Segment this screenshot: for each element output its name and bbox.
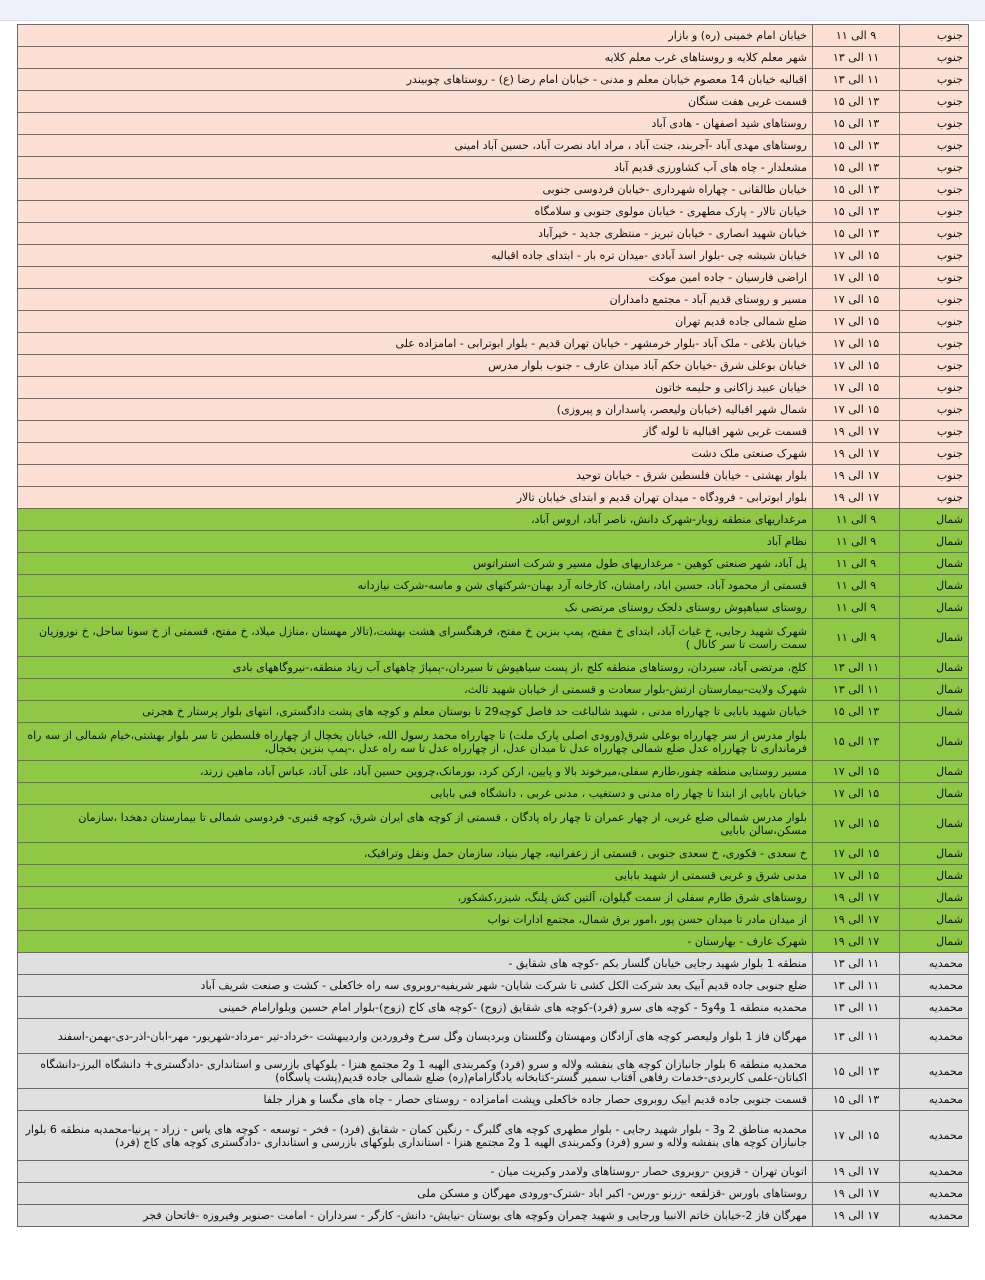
region-cell: شمال bbox=[900, 657, 969, 679]
region-cell: جنوب bbox=[900, 399, 969, 421]
table-row bbox=[18, 487, 969, 509]
time-cell: ۱۷ الی ۱۹ bbox=[813, 443, 900, 465]
region-cell: جنوب bbox=[900, 245, 969, 267]
region-cell: شمال bbox=[900, 509, 969, 531]
region-cell: محمدیه bbox=[900, 1183, 969, 1205]
region-cell: جنوب bbox=[900, 179, 969, 201]
table-row bbox=[18, 531, 969, 553]
region-cell: شمال bbox=[900, 843, 969, 865]
area-cell: بلوار بهشتی - خیابان فلسطین شرق - خیابان توحید bbox=[18, 465, 813, 487]
time-cell: ۱۳ الی ۱۵ bbox=[813, 1054, 900, 1089]
area-cell: مسیر و روستای قدیم آباد - مجتمع دامداران bbox=[18, 289, 813, 311]
table-row bbox=[18, 909, 969, 931]
region-cell: جنوب bbox=[900, 443, 969, 465]
time-cell: ۱۳ الی ۱۵ bbox=[813, 179, 900, 201]
area-cell: مرغداریهای منطقه زوبار-شهرک دانش، ناصر آباد، اروس آباد، bbox=[18, 509, 813, 531]
region-cell: جنوب bbox=[900, 47, 969, 69]
time-cell: ۱۵ الی ۱۷ bbox=[813, 783, 900, 805]
region-cell: جنوب bbox=[900, 69, 969, 91]
region-cell: شمال bbox=[900, 887, 969, 909]
table-row bbox=[18, 783, 969, 805]
area-cell: خیابان عبید زاکانی و حلیمه خاتون bbox=[18, 377, 813, 399]
table-row bbox=[18, 157, 969, 179]
area-cell: شهرک صنعتی ملک دشت bbox=[18, 443, 813, 465]
area-cell: شهر معلم کلایه و روستاهای غرب معلم کلایه bbox=[18, 47, 813, 69]
region-cell: جنوب bbox=[900, 487, 969, 509]
region-cell: محمدیه bbox=[900, 1089, 969, 1111]
area-cell: قسمتی از محمود آباد، حسین اباد، رامشان، کارخانه آرد بهنان-شرکتهای شن و ماسه-شرکت نیازدانه bbox=[18, 575, 813, 597]
time-cell: ۱۳ الی ۱۵ bbox=[813, 223, 900, 245]
table-row bbox=[18, 931, 969, 953]
table-row bbox=[18, 25, 969, 47]
region-cell: جنوب bbox=[900, 421, 969, 443]
table-row bbox=[18, 1089, 969, 1111]
time-cell: ۱۵ الی ۱۷ bbox=[813, 333, 900, 355]
table-row bbox=[18, 761, 969, 783]
area-cell: مسیر روستایی منطقه چفور،طارم سفلی،میرخوند بالا و پایین، ارکن کرد، بورمانک،چروین حسین آباد، علی آباد، عباس آباد، ماهین زرند، bbox=[18, 761, 813, 783]
region-cell: محمدیه bbox=[900, 953, 969, 975]
area-cell: شهرک عارف - بهارستان - bbox=[18, 931, 813, 953]
area-cell: محمدیه منطقه 1 و4و5 - کوچه های سرو (فرد)-کوچه های شقایق (زوج) -کوچه های کاج (زوج)-بلوار امام حسین وبلوارامام خمینی bbox=[18, 997, 813, 1019]
time-cell: ۱۱ الی ۱۳ bbox=[813, 657, 900, 679]
area-cell: خ سعدی - فکوری، خ سعدی جنوبی ، قسمتی از زعفرانیه، چهار بنیاد، سازمان حمل ونقل وترافیک، bbox=[18, 843, 813, 865]
area-cell: خیابان شهید انصاری - خیابان تبریز - منتظری جدید - خیرآباد bbox=[18, 223, 813, 245]
table-row bbox=[18, 399, 969, 421]
table-row bbox=[18, 553, 969, 575]
region-cell: شمال bbox=[900, 865, 969, 887]
table-row bbox=[18, 69, 969, 91]
region-cell: جنوب bbox=[900, 311, 969, 333]
area-cell: کلج، مرتضی آباد، سیردان، روستاهای منطقه کلج ،از پست سیاهپوش تا سیردان،-پمپاژ چاههای آب زیاد منطقه،-نیروگاههای بادی bbox=[18, 657, 813, 679]
time-cell: ۱۵ الی ۱۷ bbox=[813, 865, 900, 887]
time-cell: ۱۱ الی ۱۳ bbox=[813, 953, 900, 975]
table-row bbox=[18, 657, 969, 679]
table-row bbox=[18, 421, 969, 443]
area-cell: خیابان بابایی از ابتدا تا چهار راه مدنی و دستغیب ، مدنی غربی ، دانشگاه فنی بابایی bbox=[18, 783, 813, 805]
time-cell: ۹ الی ۱۱ bbox=[813, 575, 900, 597]
region-cell: شمال bbox=[900, 679, 969, 701]
time-cell: ۱۳ الی ۱۵ bbox=[813, 201, 900, 223]
table-row bbox=[18, 887, 969, 909]
time-cell: ۱۵ الی ۱۷ bbox=[813, 355, 900, 377]
table-row bbox=[18, 575, 969, 597]
area-cell: بلوار مدرس شمالی ضلع غربی، از چهار عمران تا چهار راه پادگان ، قسمتی از کوچه های ایران شرق، کوچه قنبری- فردوسی شمالی تا بیمارستان دهخدا ،سازمان مسکن،سالن بابایی bbox=[18, 805, 813, 843]
region-cell: جنوب bbox=[900, 25, 969, 47]
time-cell: ۱۳ الی ۱۵ bbox=[813, 723, 900, 761]
region-cell: جنوب bbox=[900, 201, 969, 223]
table-row bbox=[18, 311, 969, 333]
region-cell: جنوب bbox=[900, 377, 969, 399]
area-cell: منطقه 1 بلوار شهید رجایی خیابان گلسار بکم -کوچه های شقایق - bbox=[18, 953, 813, 975]
table-row bbox=[18, 201, 969, 223]
table-row bbox=[18, 113, 969, 135]
time-cell: ۱۷ الی ۱۹ bbox=[813, 1161, 900, 1183]
time-cell: ۱۵ الی ۱۷ bbox=[813, 761, 900, 783]
time-cell: ۱۱ الی ۱۳ bbox=[813, 1019, 900, 1054]
time-cell: ۱۵ الی ۱۷ bbox=[813, 377, 900, 399]
region-cell: شمال bbox=[900, 575, 969, 597]
area-cell: قسمت غربی هفت سنگان bbox=[18, 91, 813, 113]
time-cell: ۱۵ الی ۱۷ bbox=[813, 245, 900, 267]
region-cell: شمال bbox=[900, 597, 969, 619]
time-cell: ۹ الی ۱۱ bbox=[813, 597, 900, 619]
time-cell: ۱۷ الی ۱۹ bbox=[813, 931, 900, 953]
time-cell: ۱۱ الی ۱۳ bbox=[813, 997, 900, 1019]
time-cell: ۱۳ الی ۱۵ bbox=[813, 113, 900, 135]
table-row bbox=[18, 465, 969, 487]
table-row bbox=[18, 47, 969, 69]
region-cell: محمدیه bbox=[900, 997, 969, 1019]
region-cell: جنوب bbox=[900, 91, 969, 113]
table-row bbox=[18, 975, 969, 997]
region-cell: شمال bbox=[900, 531, 969, 553]
region-cell: شمال bbox=[900, 909, 969, 931]
time-cell: ۱۳ الی ۱۵ bbox=[813, 701, 900, 723]
area-cell: از میدان مادر تا میدان حسن پور ،امور برق شمال، مجتمع ادارات نواب bbox=[18, 909, 813, 931]
region-cell: جنوب bbox=[900, 157, 969, 179]
area-cell: روستاهای مهدی آباد -آجربند، جنت آباد ، مراد اباد نصرت آباد، حسین آباد امینی bbox=[18, 135, 813, 157]
region-cell: شمال bbox=[900, 701, 969, 723]
area-cell: شهرک شهید رجایی، خ غیاث آباد، ابتدای خ مفتح، پمپ بنزین خ مفتح، فرهنگسرای هشت بهشت،(تالار مهستان ،منازل میلاد، خ مفتح، قسمتی از خ سونا ساحل، خ نوروزیان سمت راست تا سر کانال ) bbox=[18, 619, 813, 657]
time-cell: ۹ الی ۱۱ bbox=[813, 25, 900, 47]
time-cell: ۱۱ الی ۱۳ bbox=[813, 47, 900, 69]
table-row bbox=[18, 1054, 969, 1089]
area-cell: اراضی فارسیان - جاده امین موکت bbox=[18, 267, 813, 289]
time-cell: ۱۵ الی ۱۷ bbox=[813, 399, 900, 421]
area-cell: پل آباد، شهر صنعتی کوهین - مرغداریهای طول مسیر و شرکت استراتوس bbox=[18, 553, 813, 575]
table-row bbox=[18, 1019, 969, 1054]
time-cell: ۱۷ الی ۱۹ bbox=[813, 487, 900, 509]
time-cell: ۱۱ الی ۱۳ bbox=[813, 69, 900, 91]
table-row bbox=[18, 1183, 969, 1205]
table-row bbox=[18, 723, 969, 761]
time-cell: ۱۵ الی ۱۷ bbox=[813, 311, 900, 333]
time-cell: ۹ الی ۱۱ bbox=[813, 553, 900, 575]
area-cell: ضلع شمالی جاده قدیم تهران bbox=[18, 311, 813, 333]
area-cell: بلوار ابوترابی - فرودگاه - میدان تهران قدیم و ابتدای خیابان تالار bbox=[18, 487, 813, 509]
area-cell: مهرگان فاز 1 بلوار ولیعصر کوچه های آزادگان ومهستان وگلستان وبردیسان وگل سرخ وفروردین واردیبهشت -خرداد-تیر -مرداد-شهریور- مهر-ابان-اذر-دی-بهمن-اسفند bbox=[18, 1019, 813, 1054]
region-cell: شمال bbox=[900, 783, 969, 805]
table-row bbox=[18, 355, 969, 377]
area-cell: محمدیه منطقه 6 بلوار جانبازان کوچه های بنفشه ولاله و سرو (فرد) وکمربندی الهیه 1 و2 مجتمع هنزا - بلوکهای بازرسی و استانداری -دادگستری+ دانشگاه البرز-دانشگاه اکباتان-علمی کاربردی-خدمات رفاهی آفتاب سمیر گستر-کتابخانه یادگارامام(ره) ضلع شمالی جاده قدیم(پشت پاسگاه) bbox=[18, 1054, 813, 1089]
table-row bbox=[18, 377, 969, 399]
region-cell: شمال bbox=[900, 553, 969, 575]
area-cell: خیابان تالار - پارک مطهری - خیابان مولوی جنوبی و سلامگاه bbox=[18, 201, 813, 223]
region-cell: جنوب bbox=[900, 289, 969, 311]
area-cell: اقبالیه خیابان 14 معصوم خیابان معلم و مدنی - خیابان امام رضا (ع) - روستاهای چوبیندر bbox=[18, 69, 813, 91]
area-cell: قسمت جنوبی جاده قدیم ابیک روبروی حصار جاده خاکعلی وپشت امامزاده - روستای حصار - چاه های مگسا و هزار جلفا bbox=[18, 1089, 813, 1111]
time-cell: ۱۷ الی ۱۹ bbox=[813, 1205, 900, 1227]
time-cell: ۱۱ الی ۱۳ bbox=[813, 679, 900, 701]
time-cell: ۱۵ الی ۱۷ bbox=[813, 1111, 900, 1161]
time-cell: ۱۱ الی ۱۳ bbox=[813, 975, 900, 997]
time-cell: ۱۵ الی ۱۷ bbox=[813, 843, 900, 865]
table-row bbox=[18, 1161, 969, 1183]
outage-schedule-table bbox=[17, 24, 969, 1227]
top-strip bbox=[0, 0, 985, 21]
time-cell: ۱۳ الی ۱۵ bbox=[813, 135, 900, 157]
region-cell: جنوب bbox=[900, 223, 969, 245]
time-cell: ۱۷ الی ۱۹ bbox=[813, 909, 900, 931]
time-cell: ۹ الی ۱۱ bbox=[813, 531, 900, 553]
table-row bbox=[18, 289, 969, 311]
region-cell: شمال bbox=[900, 761, 969, 783]
area-cell: خیابان امام خمینی (ره) و بازار bbox=[18, 25, 813, 47]
time-cell: ۱۷ الی ۱۹ bbox=[813, 421, 900, 443]
area-cell: مدنی شرق و غربی قسمتی از شهید بابایی bbox=[18, 865, 813, 887]
time-cell: ۹ الی ۱۱ bbox=[813, 619, 900, 657]
region-cell: محمدیه bbox=[900, 1111, 969, 1161]
region-cell: شمال bbox=[900, 931, 969, 953]
table-row bbox=[18, 223, 969, 245]
region-cell: محمدیه bbox=[900, 1019, 969, 1054]
area-cell: قسمت غربی شهر اقبالیه تا لوله گاز bbox=[18, 421, 813, 443]
outage-table-wrapper bbox=[17, 24, 969, 1227]
table-row bbox=[18, 443, 969, 465]
table-row bbox=[18, 245, 969, 267]
time-cell: ۱۵ الی ۱۷ bbox=[813, 289, 900, 311]
region-cell: جنوب bbox=[900, 333, 969, 355]
region-cell: محمدیه bbox=[900, 1054, 969, 1089]
area-cell: خیابان بوعلی شرق -خیابان حکم آباد میدان عارف - جنوب بلوار مدرس bbox=[18, 355, 813, 377]
table-row bbox=[18, 179, 969, 201]
area-cell: خیابان شیشه چی -بلوار اسد آبادی -میدان تره بار - ابتدای جاده اقبالیه bbox=[18, 245, 813, 267]
table-row bbox=[18, 843, 969, 865]
table-row bbox=[18, 805, 969, 843]
region-cell: جنوب bbox=[900, 113, 969, 135]
region-cell: جنوب bbox=[900, 267, 969, 289]
region-cell: جنوب bbox=[900, 355, 969, 377]
region-cell: جنوب bbox=[900, 465, 969, 487]
area-cell: مشعلدار - چاه های آب کشاورزی قدیم آباد bbox=[18, 157, 813, 179]
region-cell: محمدیه bbox=[900, 975, 969, 997]
table-row bbox=[18, 619, 969, 657]
area-cell: بلوار مدرس از سر چهارراه بوعلی شرق(ورودی اصلی پارک ملت) تا چهارراه محمد رسول الله، خیابان یخچال از چهارراه فلسطین تا سر بلوار بهشتی،خیام شمالی از سه راه فرمانداری تا چهارراه عدل ضلع شمالی چهارراه عدل تا میدان عدل، از چهارراه عدل تا سه راه عدل ،-پمپ بنزین یخچال، bbox=[18, 723, 813, 761]
area-cell: محمدیه مناطق 2 و3 - بلوار شهید رجایی - بلوار مطهری کوچه های گلبرگ - رنگین کمان - شقایق (فرد) - فخر - توسعه - کوچه های یاس - زراد - پرنیا-محمدیه منطقه 6 بلوار جانبازان کوچه های بنفشه ولاله و سرو (فرد) وکمربندی الهیه 1 و2 مجتمع هنزا - استانداری بلوکهای بازرسی و استانداری -دادگستری کوچه های کاج (فرد) bbox=[18, 1111, 813, 1161]
time-cell: ۱۵ الی ۱۷ bbox=[813, 805, 900, 843]
area-cell: اتوبان تهران - قزوین -روبروی حصار -روستاهای ولامدر وکبریت میان - bbox=[18, 1161, 813, 1183]
time-cell: ۱۳ الی ۱۵ bbox=[813, 91, 900, 113]
area-cell: خیابان شهید بابایی تا چهارراه مدنی ، شهید شالباغت حد فاصل کوچه29 تا بوستان معلم و کوچه های پشت دادگستری، انتهای بلوار پرستار خ هجرتی bbox=[18, 701, 813, 723]
area-cell: روستای سیاهپوش روستای دلجک روستای مرتضی نک bbox=[18, 597, 813, 619]
time-cell: ۱۷ الی ۱۹ bbox=[813, 1183, 900, 1205]
time-cell: ۹ الی ۱۱ bbox=[813, 509, 900, 531]
area-cell: روستاهای شید اصفهان - هادی آباد bbox=[18, 113, 813, 135]
table-row bbox=[18, 953, 969, 975]
area-cell: روستاهای باورس -قزلقعه -زرنو -ورس- اکبر اباد -شترک-ورودی مهرگان و مسکن ملی bbox=[18, 1183, 813, 1205]
table-row bbox=[18, 597, 969, 619]
area-cell: شهرک ولایت-بیمارستان ارتش-بلوار سعادت و قسمتی از خیابان شهید ثالث، bbox=[18, 679, 813, 701]
region-cell: شمال bbox=[900, 805, 969, 843]
table-row bbox=[18, 267, 969, 289]
area-cell: روستاهای شرق طارم سفلی از سمت گیلوان، آلتین کش پلنگ، شیزر،کشکور، bbox=[18, 887, 813, 909]
table-row bbox=[18, 135, 969, 157]
table-row bbox=[18, 1205, 969, 1227]
table-row bbox=[18, 333, 969, 355]
region-cell: شمال bbox=[900, 723, 969, 761]
region-cell: محمدیه bbox=[900, 1161, 969, 1183]
area-cell: خیابان بلاغی - ملک آباد -بلوار خرمشهر - خیابان تهران قدیم - بلوار ابوترابی - امامزاده علی bbox=[18, 333, 813, 355]
table-row bbox=[18, 701, 969, 723]
time-cell: ۱۳ الی ۱۵ bbox=[813, 157, 900, 179]
table-row bbox=[18, 1111, 969, 1161]
table-row bbox=[18, 997, 969, 1019]
table-row bbox=[18, 509, 969, 531]
region-cell: شمال bbox=[900, 619, 969, 657]
time-cell: ۱۳ الی ۱۵ bbox=[813, 1089, 900, 1111]
time-cell: ۱۷ الی ۱۹ bbox=[813, 465, 900, 487]
area-cell: ضلع جنوبی جاده قدیم آبیک بعد شرکت الکل کشی تا شرکت شایان- شهر شریفیه-روبروی سه راه خاکعلی - کشت و صنعت شریف آباد bbox=[18, 975, 813, 997]
table-row bbox=[18, 865, 969, 887]
time-cell: ۱۷ الی ۱۹ bbox=[813, 887, 900, 909]
table-row bbox=[18, 679, 969, 701]
area-cell: نظام آباد bbox=[18, 531, 813, 553]
table-body bbox=[18, 25, 969, 1227]
area-cell: خیابان طالقانی - چهاراه شهرداری -خیابان فردوسی جنوبی bbox=[18, 179, 813, 201]
area-cell: شمال شهر اقبالیه (خیابان ولیعصر، پاسداران و پیروزی) bbox=[18, 399, 813, 421]
time-cell: ۱۵ الی ۱۷ bbox=[813, 267, 900, 289]
table-row bbox=[18, 91, 969, 113]
region-cell: محمدیه bbox=[900, 1205, 969, 1227]
area-cell: مهرگان فاز 2-خیابان خاتم الانبیا ورجایی و شهید چمران وکوچه های بوستان -نیایش- دانش- کارگر - سرداران - امامت -صنوبر وفیروزه -فاتحان فجر bbox=[18, 1205, 813, 1227]
region-cell: جنوب bbox=[900, 135, 969, 157]
